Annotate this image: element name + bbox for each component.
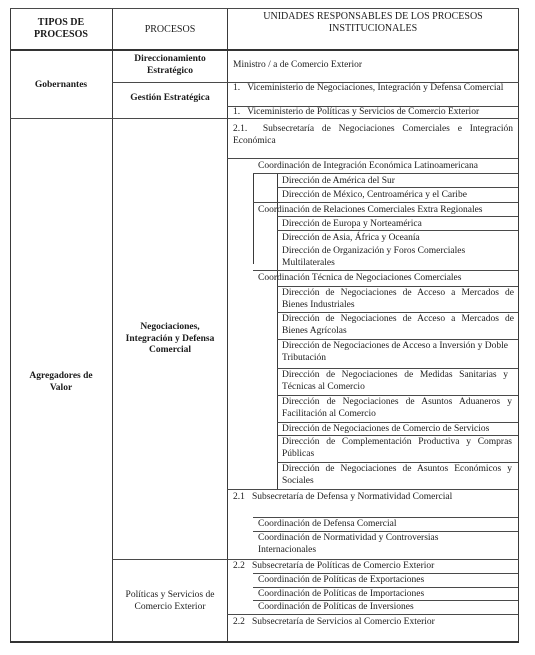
column-divider-1 [112,8,113,642]
indent-divider-b [277,173,278,489]
row-rule [253,587,518,588]
row-rule [277,462,518,463]
indent-divider-a [253,173,254,264]
header-unidades: UNIDADES RESPONSABLES DE LOS PROCESOS INSTITUCIONALES [263,11,483,34]
row-rule [277,395,518,396]
row-rule [253,270,518,271]
proceso-direccionamiento: Direccionamiento Estratégico [134,54,206,76]
tipo-gobernantes: Gobernantes [34,80,88,90]
row-rule [277,286,518,287]
proceso-negociaciones: Negociaciones, Integración y Defensa Comercial [125,322,215,355]
table-border-bottom [10,641,519,643]
tipo-agregadores: Agregadores de Valor [29,371,93,393]
header-bottom-rule [10,49,519,51]
unidad-row: Dirección de Negociaciones de Acceso a Inversión y Doble Tributación [282,341,508,363]
row-rule [253,517,518,518]
header-procesos: PROCESOS [144,24,196,35]
procesos-divider-agr [112,559,519,560]
unidad-row: Dirección de Negociaciones de Acceso a Mercados de Bienes Industriales [282,288,514,310]
unidad-row: Coordinación de Relaciones Comerciales Extra Regionales [258,205,483,215]
row-rule [227,158,518,159]
unidad-row: Dirección de América del Sur [282,176,395,186]
unidad-row: Coordinación de Defensa Comercial [258,519,397,529]
unidad-row: Dirección de Negociaciones de Acceso a Mercados de Bienes Agrícolas [282,314,514,336]
unidad-row: 2.2 Subsecretaría de Políticas de Comercio Exterior [233,561,435,571]
row-rule [253,173,518,174]
unidad-row: 2.2 Subsecretaría de Servicios al Comercio Exterior [233,617,435,627]
row-rule [277,312,518,313]
row-rule [277,368,518,369]
unidad-row: Dirección de México, Centroamérica y el Caribe [282,190,467,200]
table-border-top [10,8,519,9]
unidad-row: Dirección de Negociaciones de Asuntos Económicos y Sociales [282,464,512,486]
row-rule [277,339,518,340]
unidad-row: Dirección de Europa y Norteamérica [282,219,422,229]
unidad-row: Dirección de Organización y Foros Comerciales Multilaterales [282,246,466,268]
unidad-row: Coordinación de Políticas de Inversiones [258,602,414,612]
unidad-row: Dirección de Asia, África y Oceanía [282,233,420,243]
unidad-row: Coordinación Técnica de Negociaciones Comerciales [258,273,462,283]
table-border-left [10,8,11,642]
unidad-row: Coordinación de Políticas de Importaciones [258,589,425,599]
unidad-row: Dirección de Negociaciones de Medidas Sanitarias y Técnicas al Comercio [282,370,508,392]
unidad-row: Dirección de Complementación Productiva y Compras Públicas [282,437,512,459]
row-rule [227,614,518,615]
unidad-row: Dirección de Negociaciones de Comercio de Servicios [282,424,490,434]
row-rule [253,531,518,532]
row-rule [227,489,518,490]
unidad-row: Coordinación de Políticas de Exportaciones [258,575,425,585]
proceso-politicas-servicios: Políticas y Servicios de Comercio Exterior [125,590,215,612]
unidad-row: Coordinación de Normatividad y Controversias Internacionales [258,533,439,555]
unidad-ministro: Ministro / a de Comercio Exterior [233,60,363,70]
unidad-row: 2.1. Subsecretaría de Negociaciones Comerciales e Integración Económica [233,124,513,146]
proceso-gestion: Gestión Estratégica [130,93,210,103]
unidad-viceministerio-politicas: 1. Viceministerio de Políticas y Servicios de Comercio Exterior [233,107,480,117]
unidad-row: Dirección de Negociaciones de Asuntos Aduaneros y Facilitación al Comercio [282,397,512,419]
row-rule [277,422,518,423]
unidad-row: 2.1 Subsecretaría de Defensa y Normatividad Comercial [233,492,453,502]
table-border-right [518,8,519,642]
column-divider-2 [227,8,228,642]
row-rule [253,202,518,203]
unidad-row: Coordinación de Integración Económica Latinoamericana [258,161,478,171]
unidad-viceministerio-negociaciones: 1. Viceministerio de Negociaciones, Integración y Defensa Comercial [233,83,504,93]
header-tipos: TIPOS DE PROCESOS [34,17,88,40]
row-rule [253,573,518,574]
